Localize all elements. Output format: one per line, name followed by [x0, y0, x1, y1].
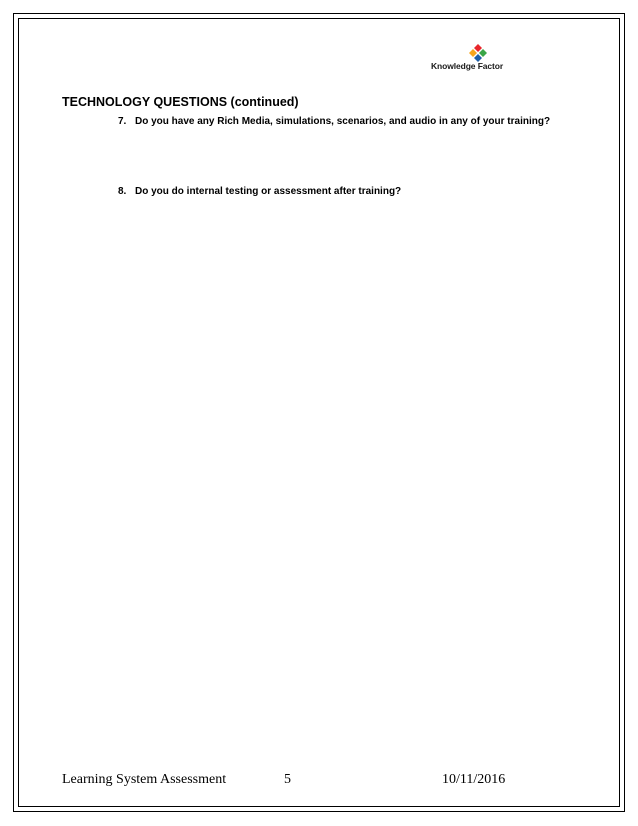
section-title: TECHNOLOGY QUESTIONS (continued) — [62, 95, 299, 109]
footer-document-title: Learning System Assessment — [62, 772, 227, 787]
footer-page-number: 5 — [284, 772, 291, 787]
question-item — [118, 186, 401, 197]
logo-text: Knowledge Factor — [431, 61, 504, 71]
page-border-inner — [18, 18, 620, 807]
question-number: 7. — [118, 116, 127, 127]
question-text: Do you have any Rich Media, simulations, scenarios, and audio in any of your training? — [135, 116, 551, 127]
company-logo — [431, 44, 521, 76]
footer-date: 10/11/2016 — [442, 772, 506, 787]
question-number: 8. — [118, 186, 127, 197]
question-text: Do you do internal testing or assessment after training? — [135, 186, 402, 197]
question-item — [118, 116, 550, 127]
